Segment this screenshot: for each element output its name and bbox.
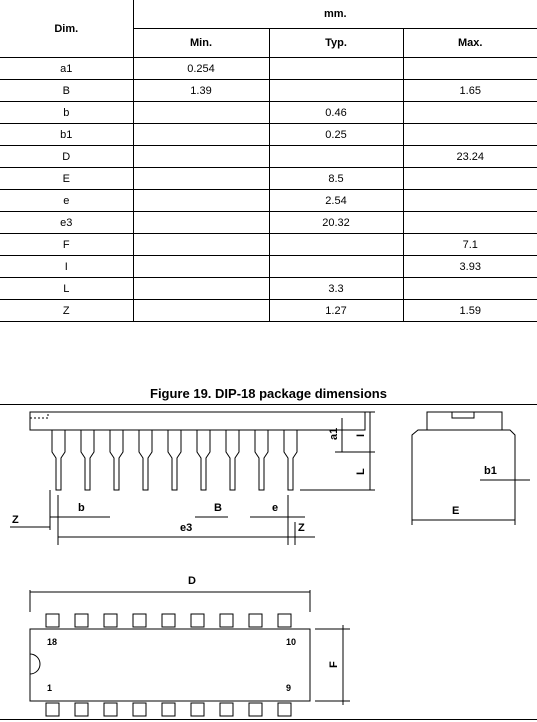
side-pin (139, 430, 152, 490)
typ-header: Typ. (269, 29, 403, 58)
cell-typ: 8.5 (269, 168, 403, 190)
label-L: L (355, 468, 367, 475)
label-a1: a1 (328, 427, 340, 440)
mm-header: mm. (133, 0, 537, 29)
label-pin10: 10 (286, 637, 297, 647)
cell-typ: 2.54 (269, 190, 403, 212)
dim-header: Dim. (0, 0, 133, 58)
cell-typ: 3.3 (269, 278, 403, 300)
side-pin (197, 430, 210, 490)
cell-dim: Z (0, 300, 133, 322)
label-I: I (355, 433, 367, 437)
cell-min: 0.254 (133, 58, 269, 80)
top-pin (162, 703, 175, 716)
end-right-leg (500, 430, 515, 492)
top-pin (46, 614, 59, 627)
cell-dim: b1 (0, 124, 133, 146)
top-pin (220, 614, 233, 627)
max-header: Max. (403, 29, 537, 58)
top-pin (220, 703, 233, 716)
label-D: D (188, 575, 196, 587)
top-pin (278, 703, 291, 716)
cell-dim: D (0, 146, 133, 168)
side-pin (81, 430, 94, 490)
top-pin (104, 614, 117, 627)
end-left-leg (412, 430, 430, 492)
cell-max: 1.65 (403, 80, 537, 102)
top-pin (278, 614, 291, 627)
label-F: F (328, 661, 340, 668)
cell-dim: L (0, 278, 133, 300)
label-pin18: 18 (47, 637, 58, 647)
cell-max: 7.1 (403, 234, 537, 256)
side-pin (226, 430, 239, 490)
label-Z-left: Z (12, 514, 19, 526)
side-notch (30, 412, 48, 418)
cell-max: 23.24 (403, 146, 537, 168)
top-body (30, 629, 310, 701)
cell-typ: 20.32 (269, 212, 403, 234)
cell-dim: e (0, 190, 133, 212)
label-pin9: 9 (286, 683, 292, 693)
cell-dim: e3 (0, 212, 133, 234)
side-pin (284, 430, 297, 490)
label-e3: e3 (180, 522, 193, 534)
top-pin (191, 703, 204, 716)
end-body (427, 412, 502, 430)
side-body (30, 412, 365, 430)
label-b: b (78, 502, 85, 514)
pin1-notch (30, 654, 40, 674)
cell-max: 1.59 (403, 300, 537, 322)
cell-dim: B (0, 80, 133, 102)
cell-typ: 1.27 (269, 300, 403, 322)
cell-typ: 0.25 (269, 124, 403, 146)
label-b1: b1 (484, 465, 497, 477)
cell-dim: I (0, 256, 133, 278)
top-pin (249, 703, 262, 716)
label-e: e (272, 502, 279, 514)
top-pin (162, 614, 175, 627)
cell-dim: a1 (0, 58, 133, 80)
label-B: B (214, 502, 222, 514)
top-pin (191, 614, 204, 627)
cell-max: 3.93 (403, 256, 537, 278)
cell-dim: b (0, 102, 133, 124)
side-pin (255, 430, 268, 490)
label-E: E (452, 505, 460, 517)
min-header: Min. (133, 29, 269, 58)
top-pin (133, 614, 146, 627)
figure-caption: Figure 19. DIP-18 package dimensions (150, 386, 387, 401)
cell-typ: 0.46 (269, 102, 403, 124)
top-pin (133, 703, 146, 716)
label-Z-right: Z (298, 522, 305, 534)
cell-dim: F (0, 234, 133, 256)
top-pin (75, 614, 88, 627)
label-pin1: 1 (47, 683, 53, 693)
side-pin (168, 430, 181, 490)
side-pin (110, 430, 123, 490)
cell-dim: E (0, 168, 133, 190)
side-pin (52, 430, 65, 490)
top-pin (104, 703, 117, 716)
cell-min: 1.39 (133, 80, 269, 102)
top-pin (75, 703, 88, 716)
top-pin (46, 703, 59, 716)
top-pin (249, 614, 262, 627)
side-legs (52, 430, 297, 490)
